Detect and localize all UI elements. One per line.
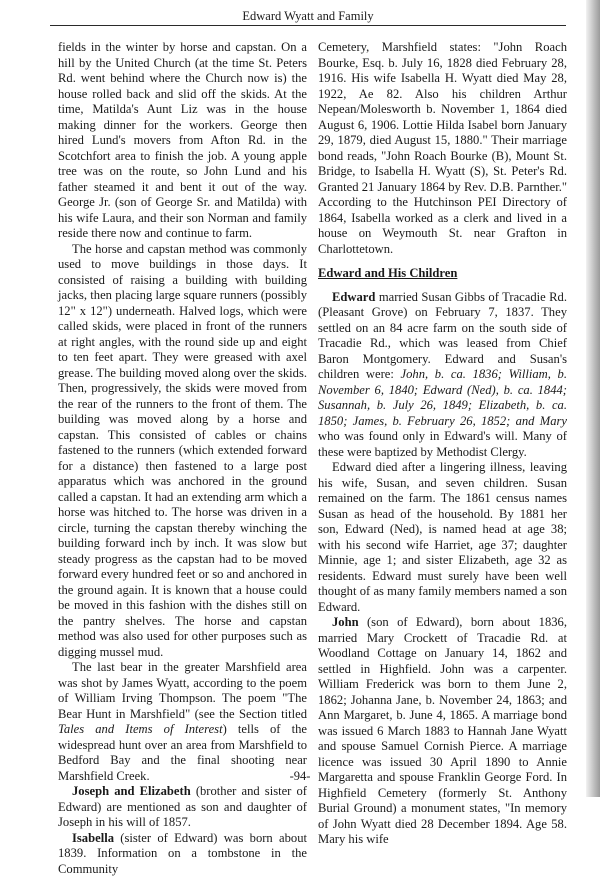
left-column [58, 40, 307, 745]
bold-name: Isabella [72, 831, 114, 845]
right-column [318, 40, 567, 745]
text-run: married Susan Gibbs of Tracadie Rd. (Pleasant Grove) on February 7, 1837. They settled on an 84 acre farm on the south side of Tracadie Rd., which was leased from Chief Baron Montgomery. Edward and Susan's children were: [318, 290, 567, 382]
section-heading: Edward and His Children [318, 266, 567, 282]
text-run: ) tells of the widespread hunt over an area from Marshfield to Bedford Bay and the final shooting near Marshfield Creek. [58, 722, 307, 783]
paragraph: Edward died after a lingering illness, leaving his wife, Susan, and seven children. Susan remained on the farm. The 1861 census names Susan as head of the household. By 1881 her son, Edward (Ned), is named head at age 38; with his second wife Harriet, age 37; daughter Minnie, age 1; and sister Elizabeth, age 32 as residents. Edward must surely have been well thought of as many family members named a son Edward. [318, 460, 567, 615]
page-number: -94- [0, 769, 600, 784]
bold-name: Edward [332, 290, 375, 304]
paragraph: The horse and capstan method was commonly used to move buildings in those days. It consisted of raising a building with building jacks, then placing large square runners (possibly 12" x 12") underneath. Halved logs, which were called skids, were placed in front of the runners at right angles, with the round side up and eight to ten feet apart. They were greased with axel grease. The building moved along over the skids. Then, progressively, the skids were moved from the rear of the runners to the front of them. The building was moved along by a horse and capstan. This consisted of cables or chains fastened to the runners (which extended forward for a distance) then fastened to a large post apparatus which was anchored in the ground called a capstan. It had an extending arm which a horse was hitched to. The horse was driven in a circle, turning the capstan thereby winching the building forward inch by inch. It was slow but steady progress as the capstan had to be moved forward every hundred feet or so and anchored in the ground again. It is known that a house could be moved in this fashion with the dishes still on the pantry shelves. The horse and capstan method was also used for other purposes such as digging mussel mud. [58, 242, 307, 661]
paragraph: fields in the winter by horse and capstan. On a hill by the United Church (at the time St. Peters Rd. went behind where the Church now is) the house rolled back and slid off the skids. At the time, Matilda's Aunt Liz was in the house making dinner for the workers. George then hired Lund's movers from Afton Rd. in the Scotchfort area to finish the job. A young apple tree was on the route, so John Lund and his father steamed it and bent it out of the way. George Jr. (son of George Sr. and Matilda) with his wife Laura, and their son Norman and family reside there now and continue to farm. [58, 40, 307, 242]
paragraph [58, 784, 307, 831]
italic-title: Tales and Items of Interest [58, 722, 223, 736]
text-run: who was found only in Edward's will. Many of these were baptized by Methodist Clergy. [318, 429, 567, 459]
paragraph [58, 831, 307, 877]
bold-name: John [332, 615, 359, 629]
italic-children-list: John, b. ca. 1836; William, b. November 6, 1840; Edward (Ned), b. ca. 1844; Susannah, b. July 26, 1849; Elizabeth, b. ca. 1850; James, b. February 26, 1852; and Mary [318, 367, 567, 428]
running-header: Edward Wyatt and Family [50, 7, 566, 26]
paragraph [318, 290, 567, 461]
text-run: (brother and sister of Edward) are mentioned as son and daughter of Joseph in his will of 1857. [58, 784, 307, 829]
text-run: (sister of Edward) was born about 1839. Information on a tombstone in the Community [58, 831, 307, 876]
text-run: The last bear in the greater Marshfield area was shot by James Wyatt, according to the poem of William Irving Thompson. The poem "The Bear Hunt in Marshfield" (see the Section titled [58, 660, 307, 721]
bold-name: Joseph and Elizabeth [72, 784, 191, 798]
paragraph [318, 615, 567, 848]
paragraph [58, 660, 307, 784]
scan-edge-shadow [586, 0, 600, 797]
text-run: (son of Edward), born about 1836, married Mary Crockett of Tracadie Rd. at Woodland Cottage on January 14, 1862 and settled in Highfield. John was a carpenter. William Frederick was born to them June 2, 1862; Johanna Jane, b. November 24, 1863; and Ann Margaret, b. June 4, 1865. A marriage bond was issued 6 March 1883 to Hannah Jane Wyatt and spouse Samuel Cornish Pierce. A marriage licence was issued 30 April 1890 to Annie Margaretta and spouse Franklin George Ford. In Highfield Cemetery (formerly St. Anthony Burial Ground) a monument states, "In memory of John Wyatt died 28 December 1894. Age 58. Mary his wife [318, 615, 567, 846]
paragraph: Cemetery, Marshfield states: "John Roach Bourke, Esq. b. July 16, 1828 died February 28, 1916. His wife Isabella H. Wyatt died May 28, 1922, Ae 82. Also his children Arthur Nepean/Molesworth b. November 1, 1864 died August 6, 1906. Lottie Hilda Isabel born January 29, 1879, died August 15, 1880." Their marriage bond reads, "John Roach Bourke (B), Mount St. Bridge, to Isabella H. Wyatt (S), St. Peter's Rd. Granted 21 January 1864 by Rev. D.B. Parnther." According to the Hutchinson PEI Directory of 1864, Isabella worked as a clerk and lived in a house on Weymouth St. near Grafton in Charlottetown. [318, 40, 567, 257]
